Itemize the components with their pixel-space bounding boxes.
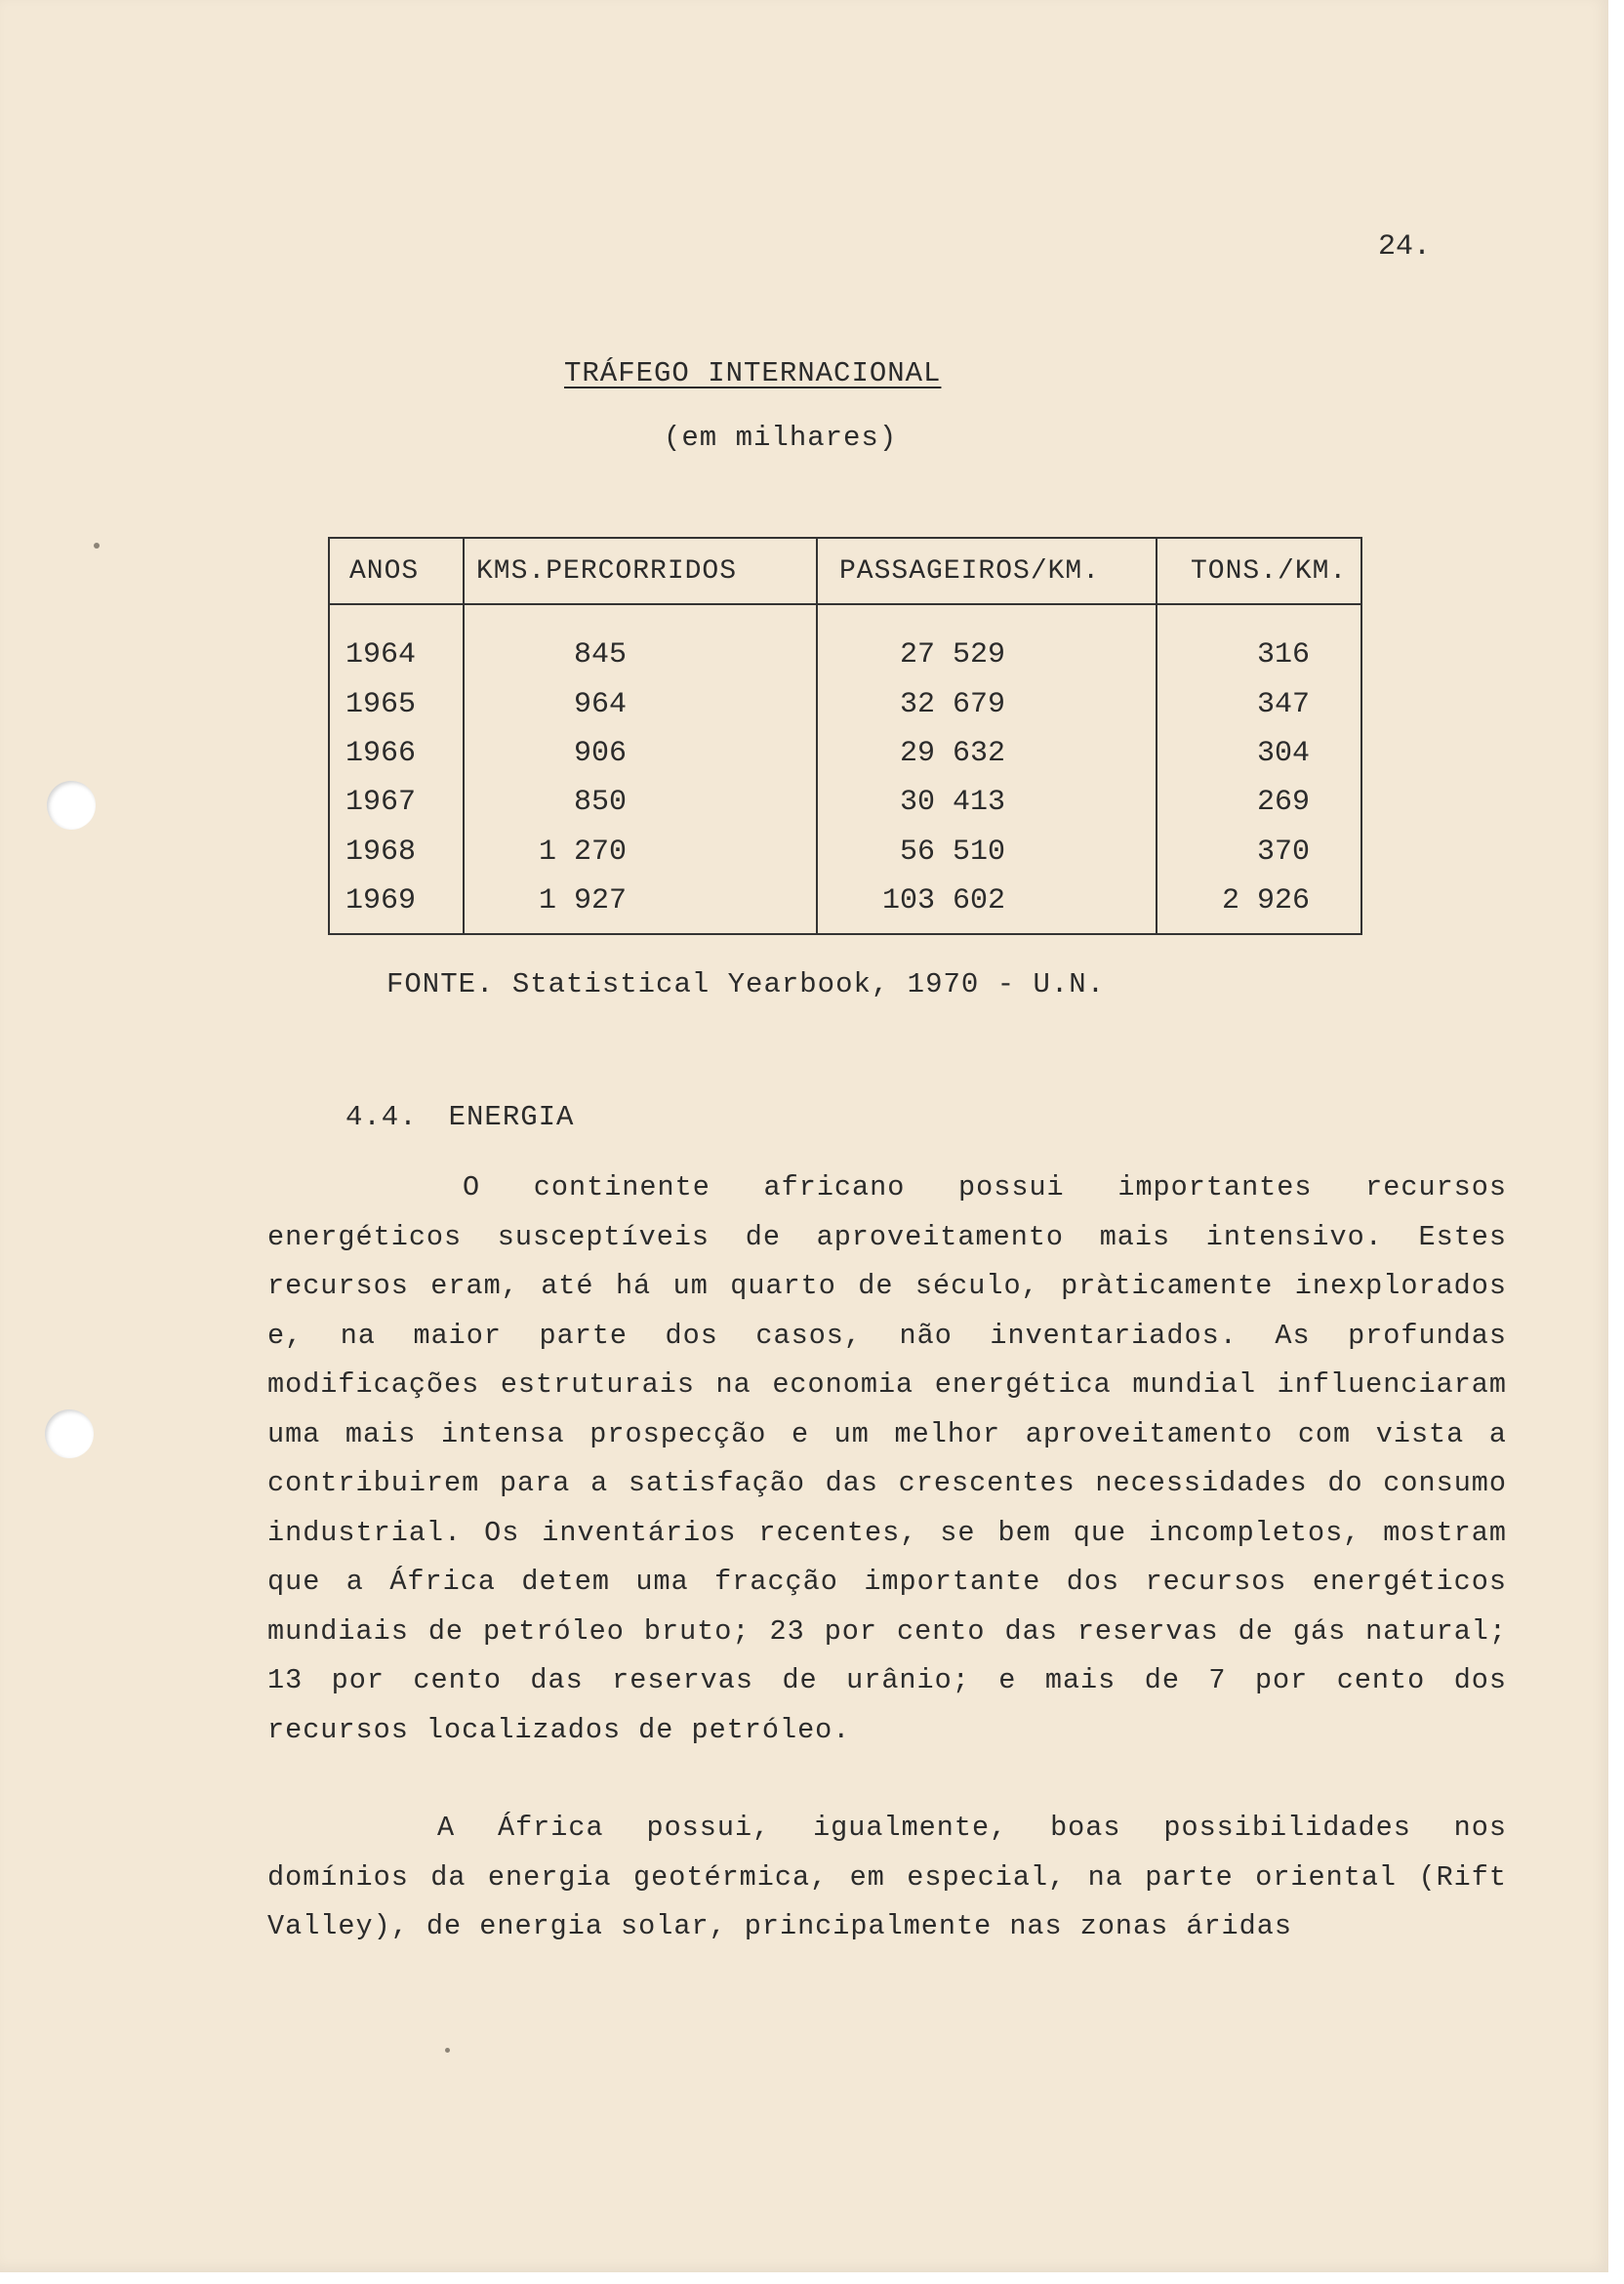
header-anos: ANOS bbox=[349, 556, 420, 587]
table-row bbox=[330, 828, 1360, 877]
passengers-cell: 29 632 bbox=[899, 737, 1005, 770]
tons-cell: 347 bbox=[1256, 688, 1310, 721]
year-cell: 1966 bbox=[345, 737, 417, 770]
table-title: TRÁFEGO INTERNACIONAL bbox=[564, 357, 942, 389]
section-number: 4.4. bbox=[345, 1101, 418, 1133]
table-row bbox=[330, 778, 1360, 827]
passengers-cell: 103 602 bbox=[881, 884, 1005, 918]
paper-speck bbox=[445, 2048, 450, 2053]
year-cell: 1965 bbox=[345, 688, 417, 721]
passengers-cell: 30 413 bbox=[899, 786, 1005, 819]
tons-cell: 316 bbox=[1256, 638, 1310, 672]
tons-cell: 2 926 bbox=[1221, 884, 1310, 918]
table-row bbox=[330, 631, 1360, 679]
punch-hole bbox=[45, 1409, 94, 1458]
kms-cell: 1 927 bbox=[538, 884, 627, 918]
kms-cell: 850 bbox=[573, 786, 627, 819]
header-kms-percorridos: KMS.PERCORRIDOS bbox=[476, 556, 738, 587]
section-heading bbox=[345, 1101, 574, 1133]
body-paragraph: O continente africano possui importantes recursos energéticos susceptíveis de aproveitamento mais intensivo. Estes recursos eram, até há um quarto de século, pràticamente inexplorados e, na maior parte dos casos, não inventariados. As profundas modificações estruturais na economia energética mundial influenciaram uma mais intensa prospecção e um melhor aproveitamento com vista a contribuirem para a satisfação das crescentes necessidades do consumo industrial. Os inventários recentes, se bem que incompletos, mostram que a África detem uma fracção importante dos recursos energéticos mundiais de petróleo bruto; 23 por cento das reservas de gás natural; 13 por cento das reservas de urânio; e mais de 7 por cento dos recursos localizados de petróleo. bbox=[267, 1171, 1507, 1746]
traffic-table bbox=[328, 537, 1362, 935]
kms-cell: 1 270 bbox=[538, 836, 627, 869]
table-row bbox=[330, 729, 1360, 778]
year-cell: 1968 bbox=[345, 836, 417, 869]
tons-cell: 304 bbox=[1256, 737, 1310, 770]
table-row bbox=[330, 877, 1360, 925]
table-source-note: FONTE. Statistical Yearbook, 1970 - U.N. bbox=[386, 968, 1106, 1000]
kms-cell: 906 bbox=[573, 737, 627, 770]
tons-cell: 370 bbox=[1256, 836, 1310, 869]
paper-speck bbox=[94, 543, 100, 549]
table-row bbox=[330, 680, 1360, 729]
header-tons-km: TONS./KM. bbox=[1191, 556, 1348, 587]
passengers-cell: 27 529 bbox=[899, 638, 1005, 672]
year-cell: 1969 bbox=[345, 884, 417, 918]
page-number: 24. bbox=[1378, 230, 1432, 264]
body-paragraph: A África possui, igualmente, boas possibilidades nos domínios da energia geotérmica, em especial, na parte oriental (Rift Valley), de energia solar, principalmente nas zonas áridas bbox=[267, 1812, 1507, 1942]
punch-hole bbox=[47, 781, 96, 830]
header-passageiros-km: PASSAGEIROS/KM. bbox=[839, 556, 1101, 587]
table-subtitle: (em milhares) bbox=[664, 422, 898, 454]
kms-cell: 964 bbox=[573, 688, 627, 721]
tons-cell: 269 bbox=[1256, 786, 1310, 819]
header-divider bbox=[330, 603, 1360, 605]
passengers-cell: 32 679 bbox=[899, 688, 1005, 721]
year-cell: 1967 bbox=[345, 786, 417, 819]
year-cell: 1964 bbox=[345, 638, 417, 672]
kms-cell: 845 bbox=[573, 638, 627, 672]
passengers-cell: 56 510 bbox=[899, 836, 1005, 869]
section-title: ENERGIA bbox=[448, 1101, 575, 1133]
